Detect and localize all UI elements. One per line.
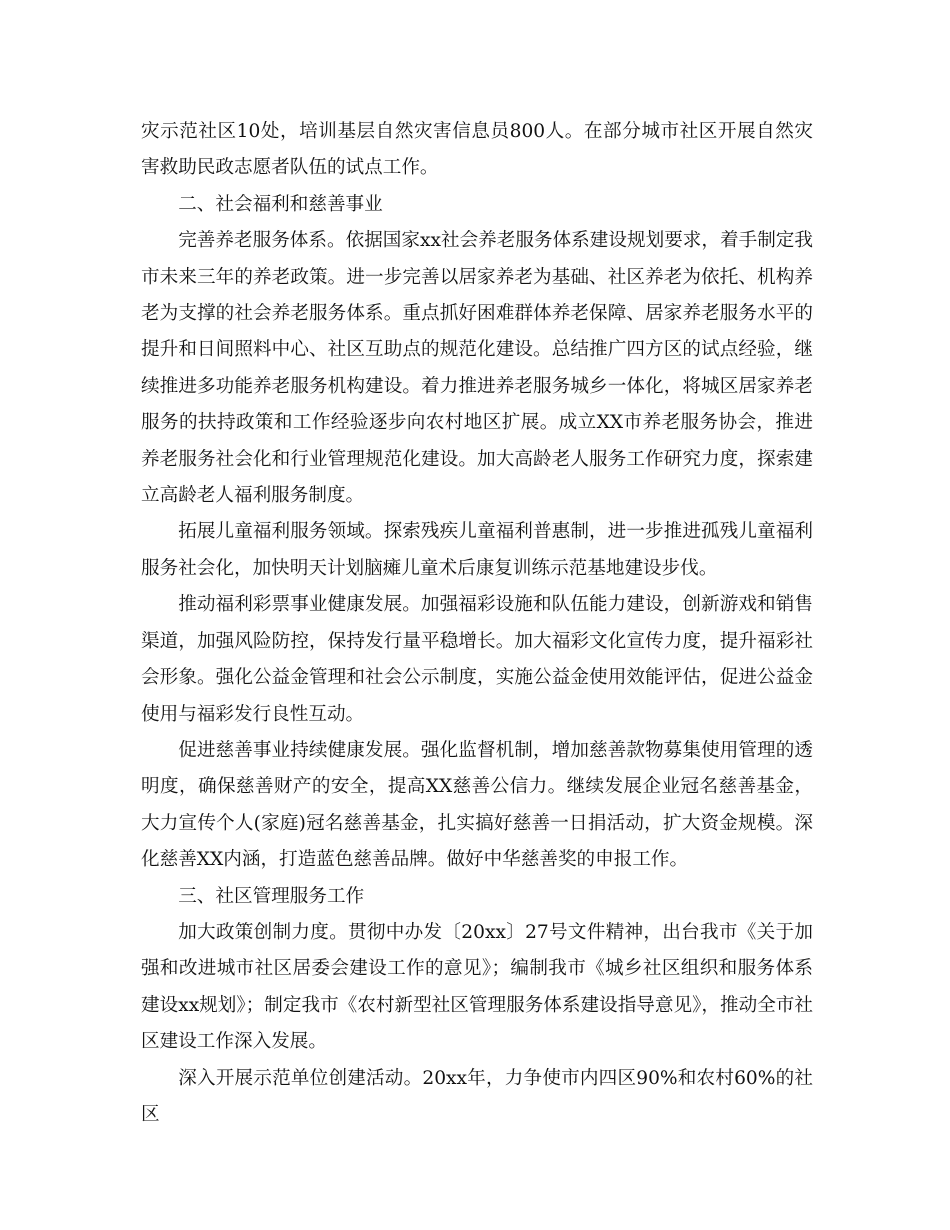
paragraph-charity: 促进慈善事业持续健康发展。强化监督机制，增加慈善款物募集使用管理的透明度，确保慈善财产的安全，提高XX慈善公信力。继续发展企业冠名慈善基金，大力宣传个人(家庭)冠名慈善基金，扎实搞好慈善一日捐活动，扩大资金规模。深化慈善XX内涵，打造蓝色慈善品牌。做好中华慈善奖的申报工作。: [141, 739, 813, 871]
section-heading-welfare: 二、社会福利和慈善事业: [178, 193, 383, 215]
section-heading-community: 三、社区管理服务工作: [178, 885, 365, 907]
paragraph-demonstration: 深入开展示范单位创建活动。20xx年，力争使市内四区90%和农村60%的社区: [141, 1067, 813, 1125]
document-body: [141, 114, 813, 1133]
paragraph-disaster-continuation: 灾示范社区10处，培训基层自然灾害信息员800人。在部分城市社区开展自然灾害救助民政志愿者队伍的试点工作。: [141, 121, 813, 179]
paragraph-welfare-lottery: 推动福利彩票事业健康发展。加强福彩设施和队伍能力建设，创新游戏和销售渠道，加强风险防控，保持发行量平稳增长。加大福彩文化宣传力度，提升福彩社会形象。强化公益金管理和社会公示制度，实施公益金使用效能评估，促进公益金使用与福彩发行良性互动。: [141, 594, 813, 725]
paragraph-elderly-care: 完善养老服务体系。依据国家xx社会养老服务体系建设规划要求，着手制定我市未来三年的养老政策。进一步完善以居家养老为基础、社区养老为依托、机构养老为支撑的社会养老服务体系。重点抓好困难群体养老保障、居家养老服务水平的提升和日间照料中心、社区互助点的规范化建设。总结推广四方区的试点经验，继续推进多功能养老服务机构建设。着力推进养老服务城乡一体化，将城区居家养老服务的扶持政策和工作经验逐步向农村地区扩展。成立XX市养老服务协会，推进养老服务社会化和行业管理规范化建设。加大高龄老人服务工作研究力度，探索建立高龄老人福利服务制度。: [141, 230, 813, 507]
paragraph-policy: 加大政策创制力度。贯彻中办发〔20xx〕27号文件精神，出台我市《关于加强和改进城市社区居委会建设工作的意见》；编制我市《城乡社区组织和服务体系建设xx规划》；制定我市《农村新型社区管理服务体系建设指导意见》，推动全市社区建设工作深入发展。: [141, 921, 813, 1053]
paragraph-child-welfare: 拓展儿童福利服务领域。探索残疾儿童福利普惠制，进一步推进孤残儿童福利服务社会化，加快明天计划脑瘫儿童术后康复训练示范基地建设步伐。: [141, 521, 813, 579]
